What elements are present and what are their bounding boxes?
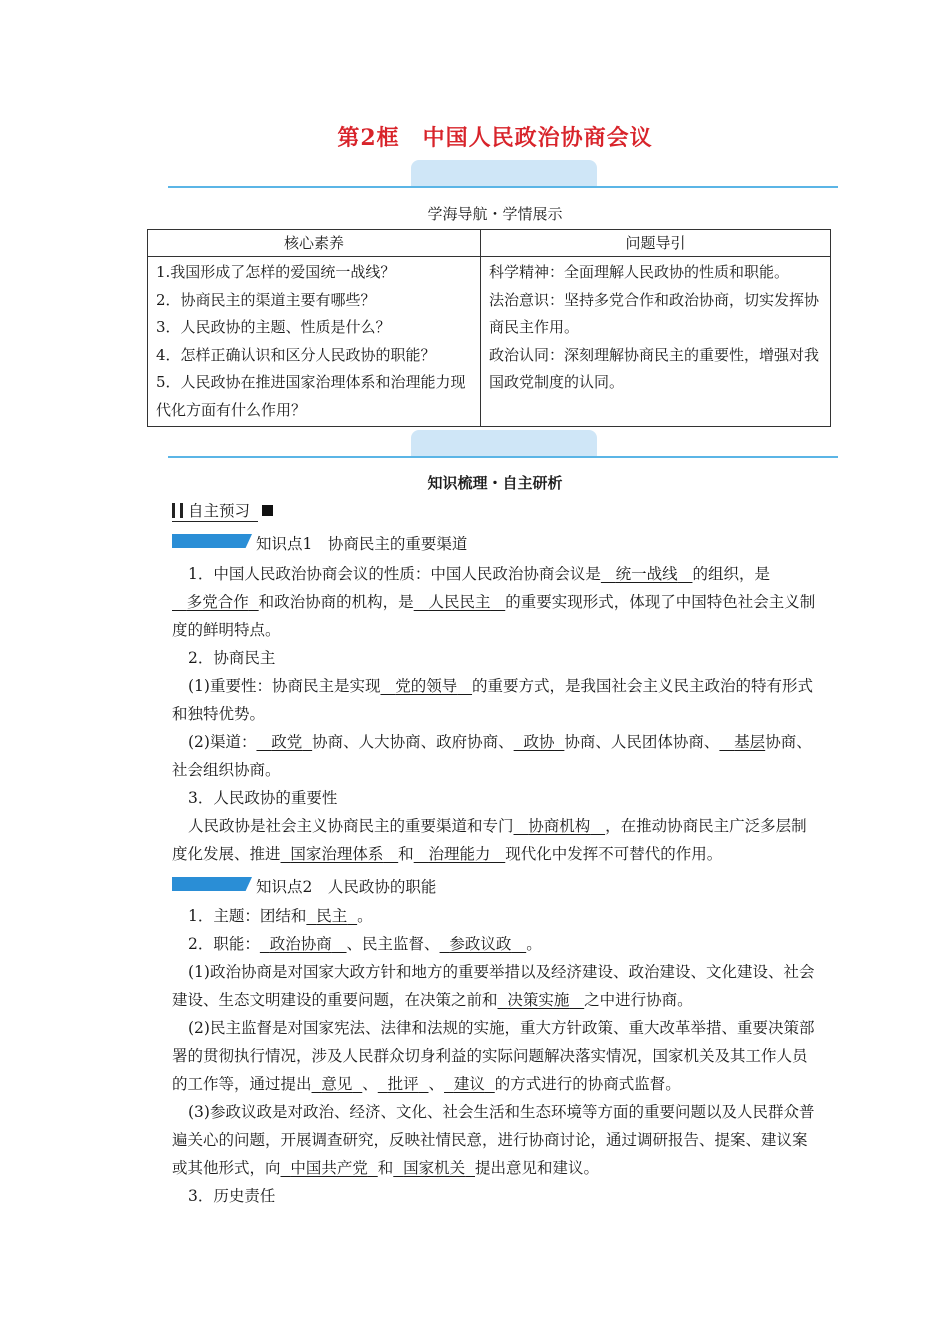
knowledge-point-2-body bbox=[172, 902, 820, 1210]
knowledge-point-2-label: 知识点2 人民政协的职能 bbox=[256, 878, 437, 896]
kp2-para-2: 2．职能： 政治协商 、民主监督、 参政议政 。 bbox=[188, 935, 542, 953]
kp1-para-4: (2)渠道： 政党 协商、人大协商、政府协商、 政协 协商、人民团体协商、 基层协商、社会组织协商。 bbox=[172, 733, 812, 779]
literacy-item: 科学精神：全面理解人民政协的性质和职能。 bbox=[489, 263, 790, 281]
question-item: 1.我国形成了怎样的爱国统一战线？ bbox=[156, 263, 396, 281]
table-header-literacy: 核心素养 bbox=[148, 230, 481, 257]
knowledge-point-bar bbox=[172, 534, 252, 548]
table-header-row bbox=[148, 230, 831, 257]
questions-cell bbox=[148, 257, 481, 427]
knowledge-point-1-body bbox=[172, 560, 820, 868]
section-heading: 知识梳理・自主研析 bbox=[427, 474, 563, 492]
section-heading: 学海导航・学情展示 bbox=[427, 205, 563, 223]
kp2-para-4: (2)民主监督是对国家宪法、法律和法规的实施，重大方针政策、重大改革举措、重要决策部署的贯彻执行情况，涉及人民群众切身利益的实际问题解决落实情况，国家机关及其工作人员的工作等，通过提出 意见 、 批评 、 建议 的方式进行的协商式监督。 bbox=[172, 1019, 815, 1093]
section-divider bbox=[168, 456, 838, 458]
table-header-questions: 问题导引 bbox=[481, 230, 831, 257]
question-item: 5．人民政协在推进国家治理体系和治理能力现代化方面有什么作用？ bbox=[156, 373, 466, 419]
preview-marker bbox=[172, 499, 273, 522]
section-banner-tab bbox=[411, 430, 597, 456]
core-literacy-table bbox=[147, 229, 831, 427]
question-item: 2．协商民主的渠道主要有哪些？ bbox=[156, 290, 376, 309]
kp1-para-2: 2．协商民主 bbox=[188, 649, 276, 667]
kp1-para-6: 人民政协是社会主义协商民主的重要渠道和专门 协商机构 ，在推动协商民主广泛多层制度化发展、推进 国家治理体系 和 治理能力 现代化中发挥不可替代的作用。 bbox=[172, 817, 807, 863]
square-icon bbox=[262, 505, 273, 516]
literacy-cell bbox=[481, 257, 831, 427]
literacy-item: 政治认同：深刻理解协商民主的重要性，增强对我国政党制度的认同。 bbox=[489, 345, 820, 391]
preview-label: 自主预习 bbox=[188, 502, 251, 520]
knowledge-point-bar bbox=[172, 877, 252, 891]
section-banner-tab bbox=[411, 160, 597, 186]
kp2-para-1: 1．主题：团结和 民主 。 bbox=[188, 907, 373, 925]
question-item: 3．人民政协的主题、性质是什么？ bbox=[156, 318, 391, 336]
literacy-item: 法治意识：坚持多党合作和政治协商，切实发挥协商民主作用。 bbox=[489, 290, 820, 336]
question-item: 4．怎样正确认识和区分人民政协的职能？ bbox=[156, 345, 436, 364]
table-row bbox=[148, 257, 831, 427]
kp2-para-3: (1)政治协商是对国家大政方针和地方的重要举措以及经济建设、政治建设、文化建设、社会建设、生态文明建设的重要问题，在决策之前和 决策实施 之中进行协商。 bbox=[172, 963, 815, 1009]
preview-label-box bbox=[172, 499, 258, 522]
kp1-para-1: 1．中国人民政治协商会议的性质：中国人民政治协商会议是 统一战线 的组织，是 多党合作 和政治协商的机构，是 人民民主 的重要实现形式，体现了中国特色社会主义制度的鲜明特点。 bbox=[172, 565, 816, 639]
kp1-para-5: 3．人民政协的重要性 bbox=[188, 789, 338, 807]
knowledge-point-1-label: 知识点1 协商民主的重要渠道 bbox=[256, 535, 468, 553]
kp2-para-5: (3)参政议政是对政治、经济、文化、社会生活和生态环境等方面的重要问题以及人民群众普遍关心的问题，开展调查研究，反映社情民意，进行协商讨论，通过调研报告、提案、建议案或其他形式，向 中国共产党 和 国家机关 提出意见和建议。 bbox=[172, 1103, 815, 1177]
kp1-para-3: (1)重要性：协商民主是实现 党的领导 的重要方式，是我国社会主义民主政治的特有形式和独特优势。 bbox=[172, 677, 814, 723]
page-title: 第2框 中国人民政治协商会议 bbox=[337, 125, 653, 151]
kp2-para-6: 3．历史责任 bbox=[188, 1187, 276, 1205]
section-divider bbox=[168, 186, 838, 188]
